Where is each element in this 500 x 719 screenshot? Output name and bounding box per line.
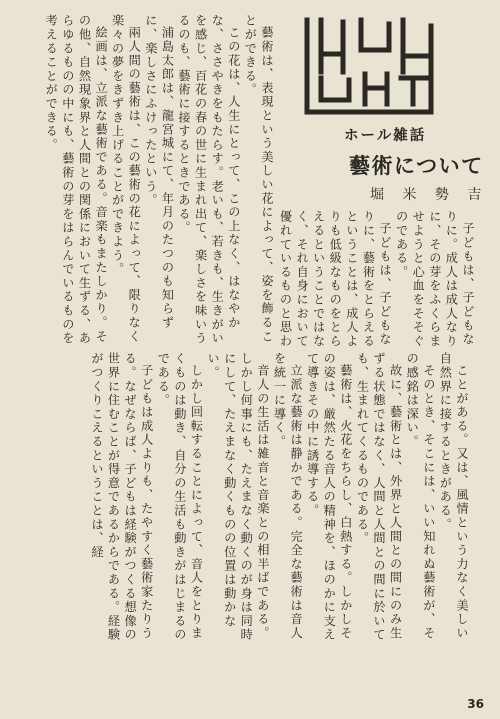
- paragraph: そのとき、そこには、いい知れぬ藝術が、その感銘は深い。: [405, 352, 436, 641]
- article-title: 藝術について: [349, 153, 484, 178]
- paragraph: 兩人間の藝術は、この藝術の花によって、限りなく楽々の夢をきずき上げることができよう。: [110, 14, 142, 344]
- paragraph: 子どもは、子どもなりに、藝術をとらえるということは、成人よりも低級なものをとらえるということではなく、それ自身において優れているものと思わ: [278, 210, 393, 348]
- upper-left-text-column: [18, 14, 275, 348]
- paragraph: この花は、人生にとって、この上なく、はなやかな、ささやきをもたらす。老いも、若きも、生きがいを感じ、百花の春の世に生まれ出て、楽しさを味いうるのも、藝術に接するときである。: [177, 14, 241, 346]
- paragraph: ことがある。又は、風情という力なく美しい自然界に接するときがある。: [438, 352, 469, 641]
- hall-logo-illustration: [303, 14, 435, 117]
- paragraph: 故に、藝術とは、外界と人間との間にのみ生ずる状態ではなく、人間と人間との間に於いても、生まれてくるものである。: [355, 352, 403, 642]
- paragraph: 子どもは、子どもなりに。成人は成人なりに、その芽をふくらませようと心血をそそぐのである。: [394, 210, 475, 348]
- page-number: 36: [467, 697, 484, 711]
- lower-text-column: [18, 352, 470, 652]
- paragraph: 藝術は、火花をちらし、白熱する。しかしその姿は、厳然たる音人の精神を、ほのかに支えて導きその中に誘導する。: [305, 352, 353, 642]
- paragraph: 藝術は、表現という美しい花によって、姿を飾ることができる。: [243, 14, 274, 344]
- paragraph: しかし回転することによって、音人をとりまくものは動き、自分の生活も動きがはじまるのである。: [156, 352, 204, 642]
- paragraph: 絵画は、立派な藝術である。音楽もまたしかり。その他、自然現象界と人間との関係において生ずる、あらゆるものの中にも、藝術の芽をはらんでいるものを考えることができる。: [44, 14, 109, 346]
- paragraph: 音人の生活は雑音と音楽との相半ばである。しかし何事にも、たえまなく動くのが身は同時にして、たえまなく動くものの位置は動かない。: [206, 352, 270, 642]
- paragraph: 立派な藝術は静かである。完全な藝術は音人を統一に導く。: [272, 352, 304, 641]
- paragraph: 子どもは成人よりも、たやすく藝術家たりうる。なぜならば、子どもは経験がつくる想像の世界に住むことが得意であるからである。経験がつくりこえるということは、経: [89, 352, 154, 642]
- author-name: 堀 米 勢 吉: [370, 187, 489, 203]
- upper-right-text-column: [276, 210, 476, 350]
- paragraph: 浦島太郎は、龍宮城にて、年月のたつのも知らずに、楽しさにふけったという。: [143, 14, 175, 330]
- series-label: ホール雑話: [344, 128, 427, 144]
